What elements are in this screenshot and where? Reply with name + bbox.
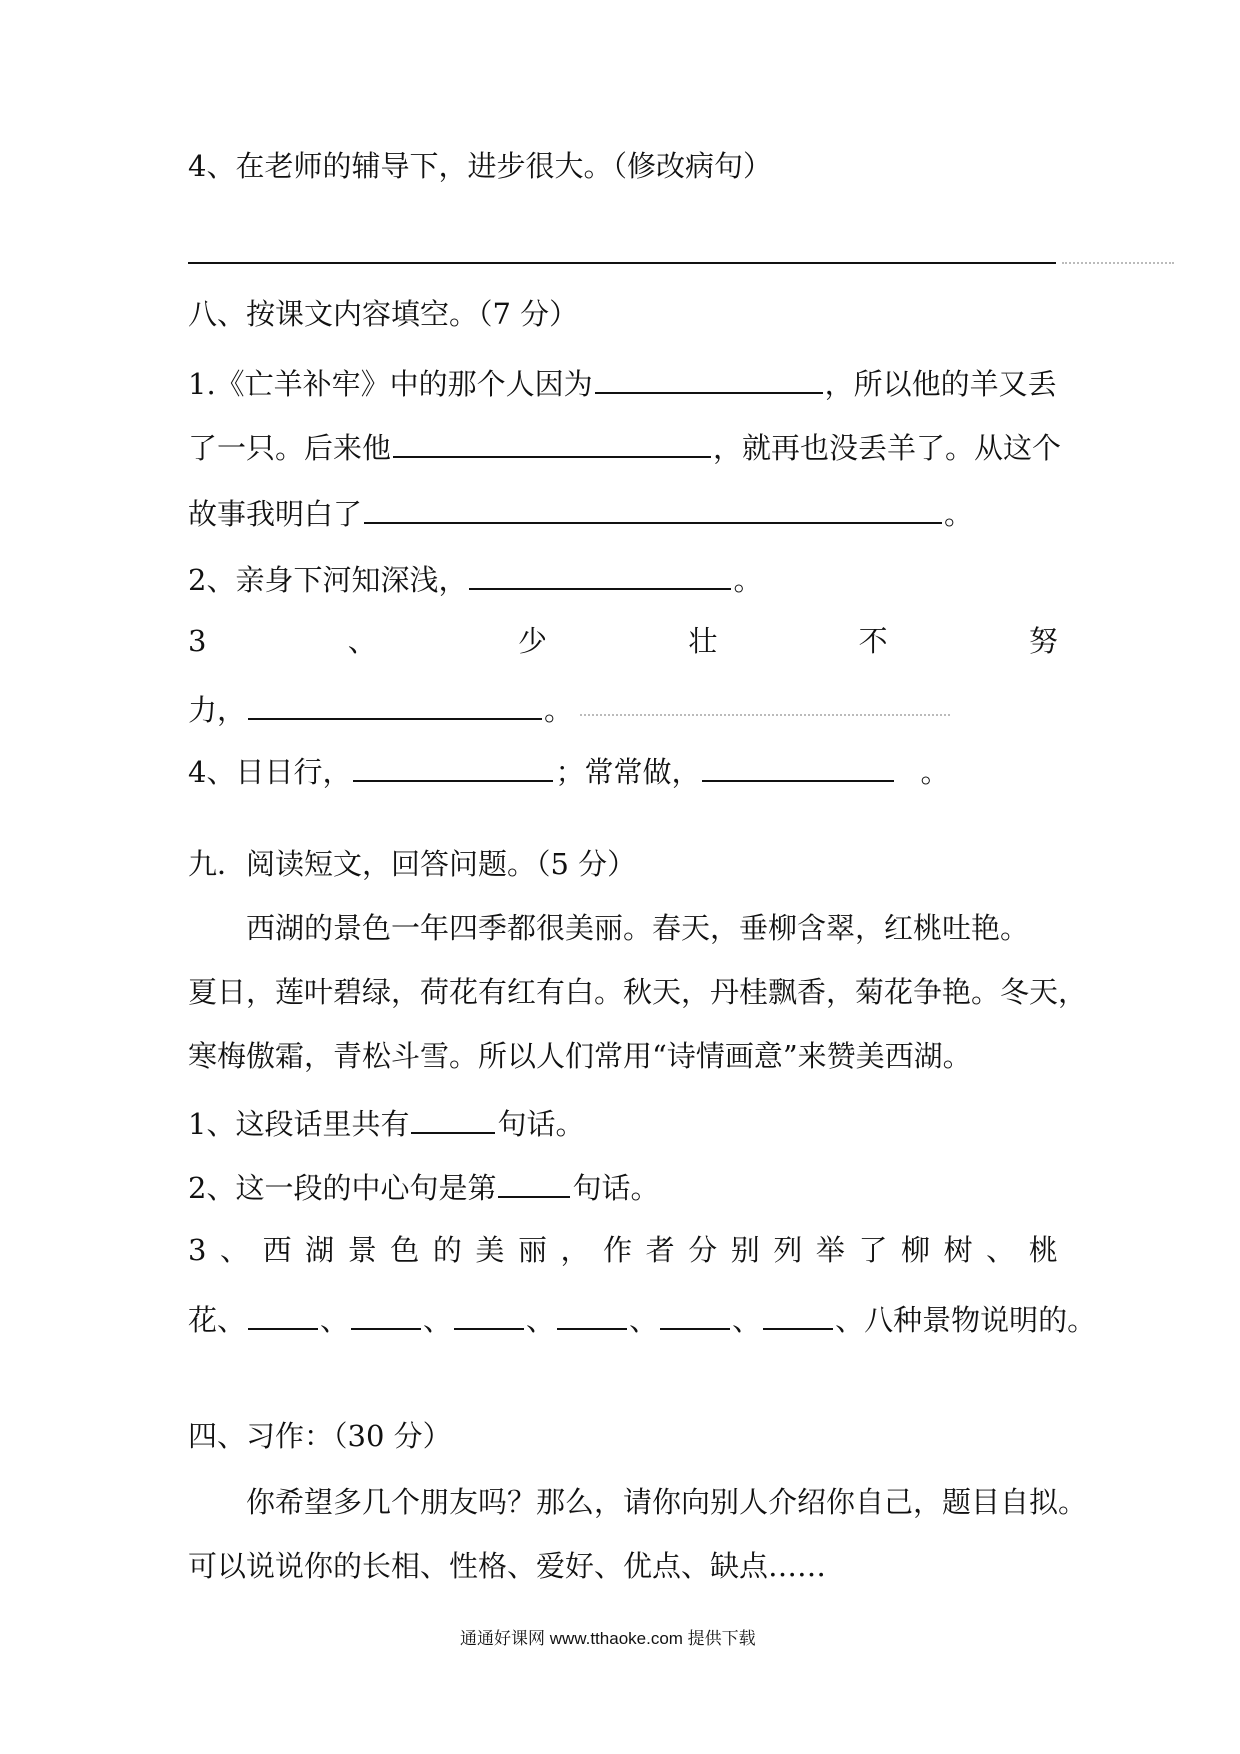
section-8-title: 八、按课文内容填空。（7 分） bbox=[188, 297, 579, 331]
text: 。 bbox=[920, 755, 950, 789]
passage-line-2: 夏日，莲叶碧绿，荷花有红有白。秋天，丹桂飘香，菊花争艳。冬天， bbox=[188, 975, 1088, 1009]
text: 、八种景物说明的。 bbox=[835, 1303, 1097, 1337]
char: 少 bbox=[518, 624, 548, 658]
fill-blank[interactable] bbox=[393, 430, 711, 458]
text: ，所以他的羊又丢 bbox=[824, 367, 1057, 401]
section-8-item-1-line-2 bbox=[188, 430, 1061, 463]
char: 西 bbox=[262, 1233, 292, 1267]
essay-prompt-line-2: 可以说说你的长相、性格、爱好、优点、缺点…… bbox=[188, 1549, 827, 1583]
char: 、 bbox=[347, 624, 377, 658]
fill-blank[interactable] bbox=[248, 692, 542, 720]
text: 2、这一段的中心句是第 bbox=[188, 1171, 497, 1205]
char: 别 bbox=[730, 1233, 760, 1267]
essay-prompt-line-1: 你希望多几个朋友吗？那么，请你向别人介绍你自己，题目自拟。 bbox=[246, 1485, 1088, 1519]
separator: 、 bbox=[526, 1303, 556, 1337]
char: 3 bbox=[188, 624, 207, 658]
char: 举 bbox=[815, 1233, 845, 1267]
char: 、 bbox=[986, 1233, 1016, 1267]
section-8-item-2 bbox=[188, 562, 762, 595]
text: 句话。 bbox=[497, 1107, 585, 1141]
question-7-4: 4、在老师的辅导下，进步很大。（修改病句） bbox=[188, 149, 772, 183]
fill-blank[interactable] bbox=[595, 366, 823, 394]
text: 。 bbox=[944, 497, 974, 531]
char: 桃 bbox=[1028, 1233, 1058, 1267]
fill-blank[interactable] bbox=[498, 1170, 570, 1198]
char: 景 bbox=[347, 1233, 377, 1267]
section-8-item-4 bbox=[188, 754, 949, 787]
fill-blank[interactable] bbox=[364, 496, 942, 524]
char: 色 bbox=[390, 1233, 420, 1267]
footer-credit: 通通好课网 www.tthaoke.com 提供下载 bbox=[460, 1629, 756, 1648]
char: 者 bbox=[645, 1233, 675, 1267]
char: 湖 bbox=[305, 1233, 335, 1267]
char: 作 bbox=[603, 1233, 633, 1267]
text: 。 bbox=[544, 693, 574, 727]
char: 的 bbox=[432, 1233, 462, 1267]
section-8-item-3 bbox=[188, 692, 573, 725]
fill-blank[interactable] bbox=[763, 1302, 833, 1330]
fill-blank[interactable] bbox=[660, 1302, 730, 1330]
dotted-trail bbox=[580, 714, 950, 716]
fill-blank[interactable] bbox=[411, 1106, 495, 1134]
fill-blank[interactable] bbox=[351, 1302, 421, 1330]
text: 4、日日行， bbox=[188, 755, 352, 789]
text: 故事我明白了 bbox=[188, 497, 363, 531]
text: 。 bbox=[733, 563, 763, 597]
char: 柳 bbox=[901, 1233, 931, 1267]
text: 了一只。后来他 bbox=[188, 431, 392, 465]
text: ；常常做， bbox=[555, 755, 701, 789]
text: 句话。 bbox=[572, 1171, 660, 1205]
fill-blank[interactable] bbox=[353, 754, 553, 782]
char: 了 bbox=[858, 1233, 888, 1267]
char: 美 bbox=[475, 1233, 505, 1267]
text: 花、 bbox=[188, 1303, 247, 1337]
passage-line-3: 寒梅傲霜，青松斗雪。所以人们常用“诗情画意”来赞美西湖。 bbox=[188, 1039, 972, 1073]
section-8-item-1-line-3 bbox=[188, 496, 973, 529]
char: 、 bbox=[220, 1233, 250, 1267]
answer-line[interactable] bbox=[188, 262, 1056, 264]
separator: 、 bbox=[320, 1303, 350, 1337]
section-9-question-3-spread bbox=[188, 1233, 1058, 1267]
text: 力， bbox=[188, 693, 247, 727]
char: 努 bbox=[1028, 624, 1058, 658]
section-9-title: 九．阅读短文，回答问题。（5 分） bbox=[188, 847, 637, 881]
char: 壮 bbox=[688, 624, 718, 658]
text: 1.《亡羊补牢》中的那个人因为 bbox=[188, 367, 593, 401]
char: 丽 bbox=[517, 1233, 547, 1267]
section-8-item-3-spread bbox=[188, 624, 1058, 658]
char: 分 bbox=[688, 1233, 718, 1267]
passage-line-1: 西湖的景色一年四季都很美丽。春天，垂柳含翠，红桃吐艳。 bbox=[246, 911, 1030, 945]
char: 3 bbox=[188, 1233, 207, 1267]
fill-blank[interactable] bbox=[248, 1302, 318, 1330]
section-9-question-2 bbox=[188, 1170, 659, 1203]
separator: 、 bbox=[423, 1303, 453, 1337]
char: ， bbox=[560, 1233, 590, 1267]
separator: 、 bbox=[629, 1303, 659, 1337]
char: 列 bbox=[773, 1233, 803, 1267]
text: 1、这段话里共有 bbox=[188, 1107, 410, 1141]
section-9-question-1 bbox=[188, 1106, 584, 1139]
fill-blank[interactable] bbox=[557, 1302, 627, 1330]
section-9-question-3 bbox=[188, 1302, 1096, 1335]
char: 树 bbox=[943, 1233, 973, 1267]
fill-blank[interactable] bbox=[469, 562, 731, 590]
section-8-item-1-line-1 bbox=[188, 366, 1057, 399]
dotted-trail bbox=[1062, 262, 1174, 264]
separator: 、 bbox=[732, 1303, 762, 1337]
char: 不 bbox=[858, 624, 888, 658]
fill-blank[interactable] bbox=[702, 754, 894, 782]
section-4-title: 四、习作：（30 分） bbox=[188, 1419, 452, 1453]
text: 2、亲身下河知深浅， bbox=[188, 563, 468, 597]
fill-blank[interactable] bbox=[454, 1302, 524, 1330]
text: ，就再也没丢羊了。从这个 bbox=[713, 431, 1062, 465]
